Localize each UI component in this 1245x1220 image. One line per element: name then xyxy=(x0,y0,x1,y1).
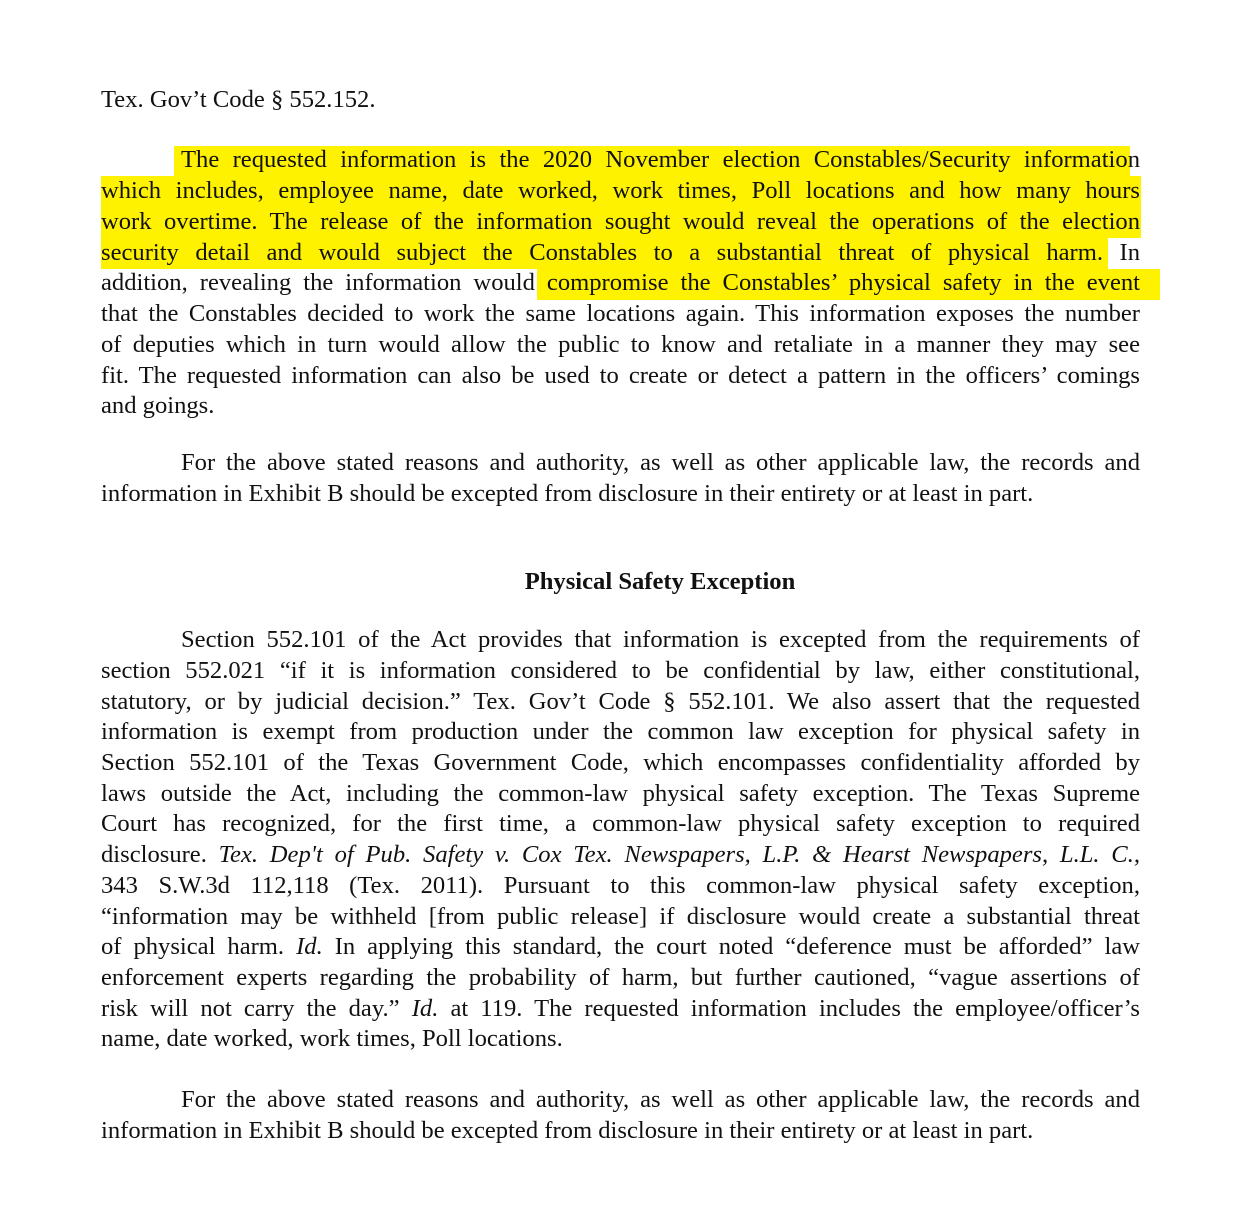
para1-line-4: security detail and would subject the Constables to a substantial threat of physical harm. In xyxy=(101,239,1140,266)
para1-line-9: and goings. xyxy=(101,392,215,419)
para3-line-7: Court has recognized, for the first time, a common-law physical safety exception to required xyxy=(101,810,1140,837)
para1-line-3: work overtime. The release of the information sought would reveal the operations of the election xyxy=(101,208,1140,235)
para3-line-13-text-b: at 119. The requested information includes the employee/officer’s xyxy=(450,995,1140,1022)
para1-line-5: addition, revealing the information would compromise the Constables’ physical safety in the event xyxy=(101,269,1140,296)
para2-line-2: information in Exhibit B should be excepted from disclosure in their entirety or at least in part. xyxy=(101,480,1034,507)
para3-line-13-text-a: risk will not carry the day.” xyxy=(101,995,400,1022)
para3-line-6: laws outside the Act, including the common-law physical safety exception. The Texas Supreme xyxy=(101,780,1140,807)
para3-line-1: Section 552.101 of the Act provides that information is excepted from the requirements of xyxy=(181,626,1140,653)
para3-line-8 xyxy=(101,840,1140,870)
para3-line-14: name, date worked, work times, Poll locations. xyxy=(101,1025,563,1052)
para4-line-1: For the above stated reasons and authority, as well as other applicable law, the records and xyxy=(181,1086,1140,1113)
para3-line-2: section 552.021 “if it is information considered to be confidential by law, either constitutional, xyxy=(101,657,1140,684)
para4-line-2: information in Exhibit B should be excepted from disclosure in their entirety or at least in part. xyxy=(101,1117,1034,1144)
para1-line-1: The requested information is the 2020 November election Constables/Security information xyxy=(181,146,1140,173)
case-citation: Tex. Dep't of Pub. Safety v. Cox Tex. Newspapers, L.P. & Hearst Newspapers, L.L. C., xyxy=(218,841,1140,868)
id-citation: Id. xyxy=(296,933,323,960)
citation-line: Tex. Gov’t Code § 552.152. xyxy=(101,86,376,113)
para3-line-12: enforcement experts regarding the probability of harm, but further cautioned, “vague assertions of xyxy=(101,964,1140,991)
para1-line-7: of deputies which in turn would allow the public to know and retaliate in a manner they may see xyxy=(101,331,1140,358)
para3-line-13 xyxy=(101,994,1140,1024)
id-citation: Id. xyxy=(411,995,439,1022)
para3-line-11-text-b: In applying this standard, the court noted “deference must be afforded” law xyxy=(334,933,1140,960)
para1-line-6: that the Constables decided to work the same locations again. This information exposes the number xyxy=(101,300,1140,327)
para1-line-8: fit. The requested information can also be used to create or detect a pattern in the officers’ comings xyxy=(101,362,1140,389)
para2-line-1: For the above stated reasons and authority, as well as other applicable law, the records and xyxy=(181,449,1140,476)
para3-line-8-text: disclosure. xyxy=(101,841,207,868)
para3-line-3: statutory, or by judicial decision.” Tex. Gov’t Code § 552.101. We also assert that the requested xyxy=(101,688,1140,715)
para3-line-11 xyxy=(101,932,1140,962)
para3-line-11-text-a: of physical harm. xyxy=(101,933,285,960)
para3-line-5: Section 552.101 of the Texas Government Code, which encompasses confidentiality afforded by xyxy=(101,749,1140,776)
para1-line-2: which includes, employee name, date worked, work times, Poll locations and how many hours xyxy=(101,177,1140,204)
para3-line-10: “information may be withheld [from public release] if disclosure would create a substantial threat xyxy=(101,903,1140,930)
para3-line-4: information is exempt from production under the common law exception for physical safety in xyxy=(101,718,1140,745)
section-heading: Physical Safety Exception xyxy=(524,568,796,595)
para3-line-9: 343 S.W.3d 112,118 (Tex. 2011). Pursuant to this common-law physical safety exception, xyxy=(101,872,1140,899)
